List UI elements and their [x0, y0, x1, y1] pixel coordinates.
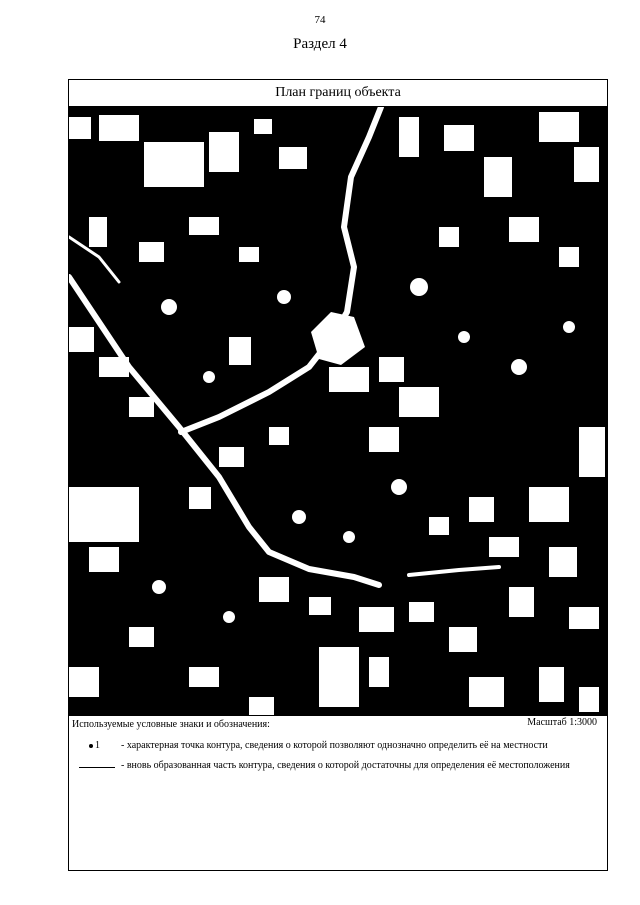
- legend-item-description: - вновь образованная часть контура, сведения о которой достаточны для определения её местоположения: [121, 760, 570, 771]
- point-number: 1: [95, 740, 100, 751]
- scale-label: Масштаб 1:3000: [527, 717, 597, 728]
- boundary-point-symbol: [89, 740, 115, 752]
- legend: [69, 716, 607, 870]
- aerial-map-graphic: [69, 107, 607, 716]
- point-dot-icon: [89, 744, 93, 748]
- page-number: 74: [314, 14, 326, 26]
- plan-frame: [68, 79, 608, 871]
- legend-heading: Используемые условные знаки и обозначения:: [72, 719, 270, 730]
- contour-line-symbol: [79, 767, 115, 768]
- legend-item-description: - характерная точка контура, сведения о которой позволяют однозначно определить её на местности: [121, 740, 548, 751]
- section-title: Раздел 4: [293, 36, 347, 52]
- plan-title: План границ объекта: [69, 80, 607, 107]
- aerial-map-image: [69, 107, 607, 716]
